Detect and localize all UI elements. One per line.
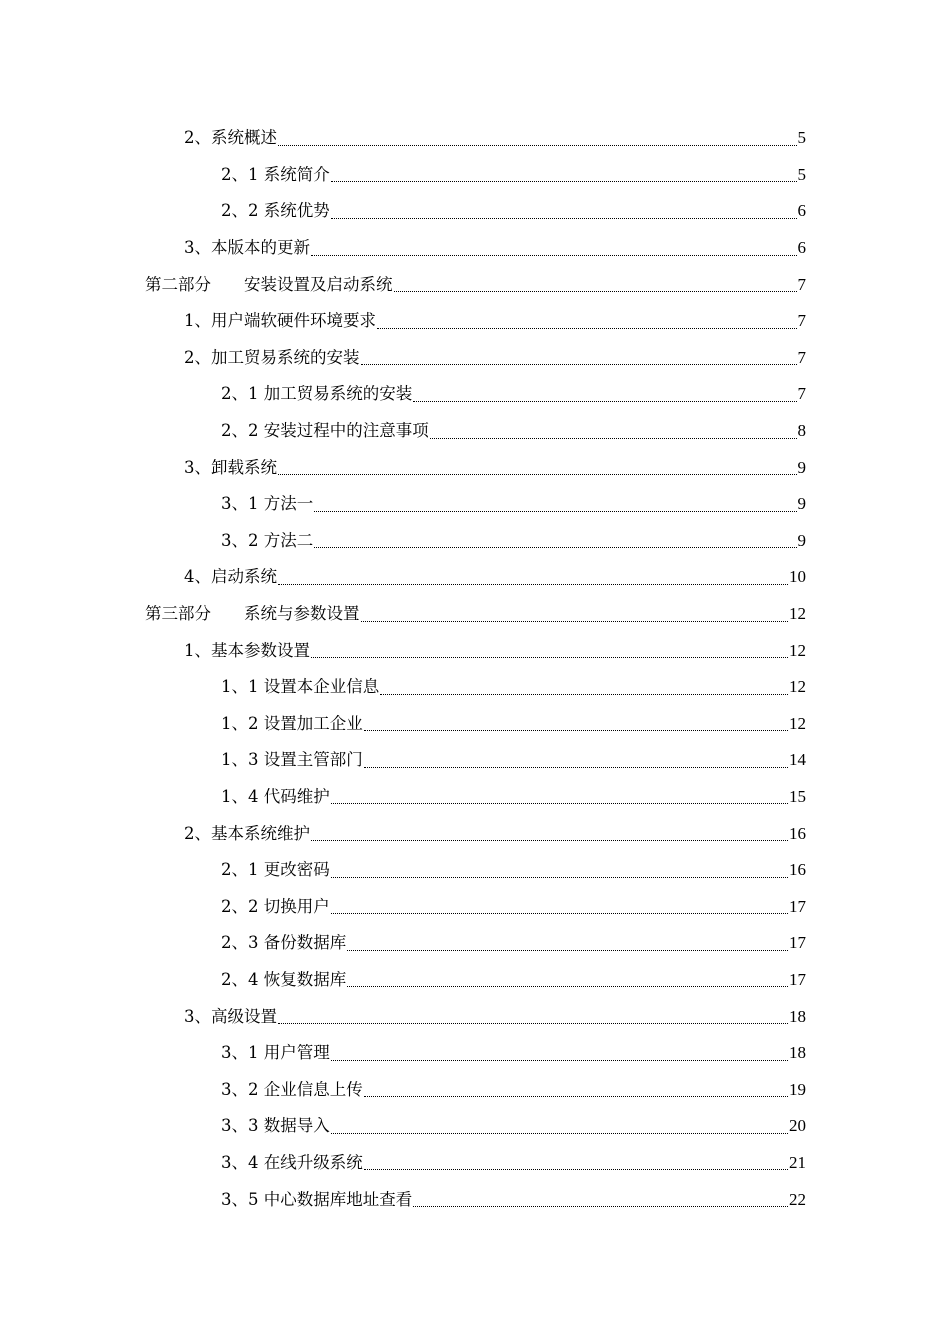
toc-entry-title: 2、2 安装过程中的注意事项 [221, 421, 429, 441]
toc-entry[interactable] [0, 193, 950, 230]
dot-leader [364, 710, 788, 731]
dot-leader [380, 674, 788, 695]
toc-entry-title: 3、4 在线升级系统 [221, 1152, 363, 1172]
toc-entry[interactable] [0, 340, 950, 377]
toc-page-number: 19 [789, 1079, 806, 1099]
toc-entry[interactable] [0, 706, 950, 743]
toc-entry-title: 2、系统概述 [184, 128, 277, 148]
toc-entry-title: 3、卸载系统 [184, 457, 277, 477]
dot-leader [331, 1113, 788, 1134]
toc-entry-title: 1、4 代码维护 [221, 786, 330, 806]
toc-entry-title: 2、2 切换用户 [221, 896, 330, 916]
toc-entry[interactable] [0, 596, 950, 633]
toc-entry[interactable] [0, 157, 950, 194]
toc-page-number: 7 [797, 347, 806, 367]
dot-leader [331, 893, 788, 914]
dot-leader [311, 235, 797, 256]
toc-page-number: 14 [789, 750, 806, 770]
toc-page-number: 5 [797, 128, 806, 148]
dot-leader [361, 601, 789, 622]
toc-entry[interactable] [0, 1071, 950, 1108]
toc-entry[interactable] [0, 1145, 950, 1182]
toc-page-number: 6 [797, 238, 806, 258]
dot-leader [364, 1076, 788, 1097]
toc-entry[interactable] [0, 266, 950, 303]
toc-page-number: 17 [789, 933, 806, 953]
dot-leader [331, 783, 788, 804]
toc-entry-title: 2、3 备份数据库 [221, 933, 347, 953]
dot-leader [394, 271, 797, 292]
toc-entry[interactable] [0, 925, 950, 962]
toc-entry[interactable] [0, 376, 950, 413]
toc-entry-title: 3、本版本的更新 [184, 238, 310, 258]
dot-leader [430, 418, 797, 439]
dot-leader [278, 1003, 788, 1024]
toc-page-number: 12 [789, 604, 806, 624]
toc-page-number: 7 [797, 384, 806, 404]
toc-entry-title: 1、1 设置本企业信息 [221, 677, 380, 697]
dot-leader [361, 344, 797, 365]
toc-page-number: 7 [797, 274, 806, 294]
toc-entry[interactable] [0, 1035, 950, 1072]
toc-entry[interactable] [0, 303, 950, 340]
toc-entry[interactable] [0, 669, 950, 706]
toc-entry[interactable] [0, 888, 950, 925]
toc-page-number: 9 [797, 494, 806, 514]
toc-entry-title: 2、1 系统简介 [221, 164, 330, 184]
toc-page-number: 16 [789, 860, 806, 880]
toc-page-number: 21 [789, 1152, 806, 1172]
toc-entry-title: 2、1 加工贸易系统的安装 [221, 384, 413, 404]
dot-leader [278, 454, 797, 475]
toc-entry-title: 4、启动系统 [184, 567, 277, 587]
dot-leader [347, 930, 788, 951]
toc-page-number: 5 [797, 164, 806, 184]
toc-entry[interactable] [0, 742, 950, 779]
toc-entry-title: 2、基本系统维护 [184, 823, 310, 843]
toc-entry[interactable] [0, 815, 950, 852]
toc-entry[interactable] [0, 559, 950, 596]
toc-entry[interactable] [0, 449, 950, 486]
dot-leader [331, 1040, 788, 1061]
dot-leader [377, 308, 797, 329]
toc-page-number: 12 [789, 677, 806, 697]
toc-entry-title: 3、5 中心数据库地址查看 [221, 1189, 413, 1209]
toc-page-number: 17 [789, 969, 806, 989]
dot-leader [413, 381, 796, 402]
dot-leader [278, 125, 797, 146]
toc-entry[interactable] [0, 523, 950, 560]
dot-leader [331, 161, 797, 182]
toc-entry-title: 1、用户端软硬件环境要求 [184, 311, 376, 331]
dot-leader [331, 198, 797, 219]
toc-page-number: 22 [789, 1189, 806, 1209]
toc-entry-title: 第二部分 安装设置及启动系统 [145, 274, 393, 294]
toc-entry-title: 1、2 设置加工企业 [221, 713, 363, 733]
toc-page-number: 17 [789, 896, 806, 916]
toc-entry[interactable] [0, 413, 950, 450]
toc-entry[interactable] [0, 1108, 950, 1145]
toc-entry[interactable] [0, 1181, 950, 1218]
dot-leader [278, 564, 788, 585]
toc-entry[interactable] [0, 230, 950, 267]
toc-page-number: 10 [789, 567, 806, 587]
toc-entry-title: 3、2 企业信息上传 [221, 1079, 363, 1099]
toc-entry[interactable] [0, 779, 950, 816]
toc-entry-title: 1、3 设置主管部门 [221, 750, 363, 770]
toc-page-number: 16 [789, 823, 806, 843]
dot-leader [413, 1186, 788, 1207]
toc-page-number: 18 [789, 1043, 806, 1063]
toc-entry-title: 3、1 方法一 [221, 494, 314, 514]
toc-entry[interactable] [0, 632, 950, 669]
dot-leader [311, 820, 788, 841]
toc-entry-title: 3、3 数据导入 [221, 1116, 330, 1136]
dot-leader [311, 637, 788, 658]
toc-entry[interactable] [0, 998, 950, 1035]
toc-page-number: 12 [789, 713, 806, 733]
toc-entry[interactable] [0, 486, 950, 523]
toc-entry-title: 第三部分 系统与参数设置 [145, 604, 360, 624]
toc-entry-title: 1、基本参数设置 [184, 640, 310, 660]
toc-entry[interactable] [0, 852, 950, 889]
toc-entry-title: 2、1 更改密码 [221, 860, 330, 880]
toc-page-number: 9 [797, 457, 806, 477]
dot-leader [347, 966, 788, 987]
toc-entry[interactable] [0, 120, 950, 157]
dot-leader [331, 857, 788, 878]
toc-page-number: 6 [797, 201, 806, 221]
toc-entry-title: 3、2 方法二 [221, 530, 314, 550]
toc-page-number: 18 [789, 1006, 806, 1026]
toc-page-number: 9 [797, 530, 806, 550]
toc-page-number: 8 [797, 421, 806, 441]
dot-leader [364, 1149, 788, 1170]
toc-page-number: 12 [789, 640, 806, 660]
toc-page-number: 15 [789, 786, 806, 806]
dot-leader [364, 747, 788, 768]
toc-entry-title: 3、1 用户管理 [221, 1043, 330, 1063]
dot-leader [314, 491, 796, 512]
table-of-contents [0, 120, 950, 1218]
toc-entry-title: 2、加工贸易系统的安装 [184, 347, 360, 367]
toc-entry-title: 2、4 恢复数据库 [221, 969, 347, 989]
toc-page-number: 7 [797, 311, 806, 331]
toc-page-number: 20 [789, 1116, 806, 1136]
toc-entry-title: 2、2 系统优势 [221, 201, 330, 221]
toc-entry-title: 3、高级设置 [184, 1006, 277, 1026]
toc-entry[interactable] [0, 962, 950, 999]
dot-leader [314, 527, 796, 548]
